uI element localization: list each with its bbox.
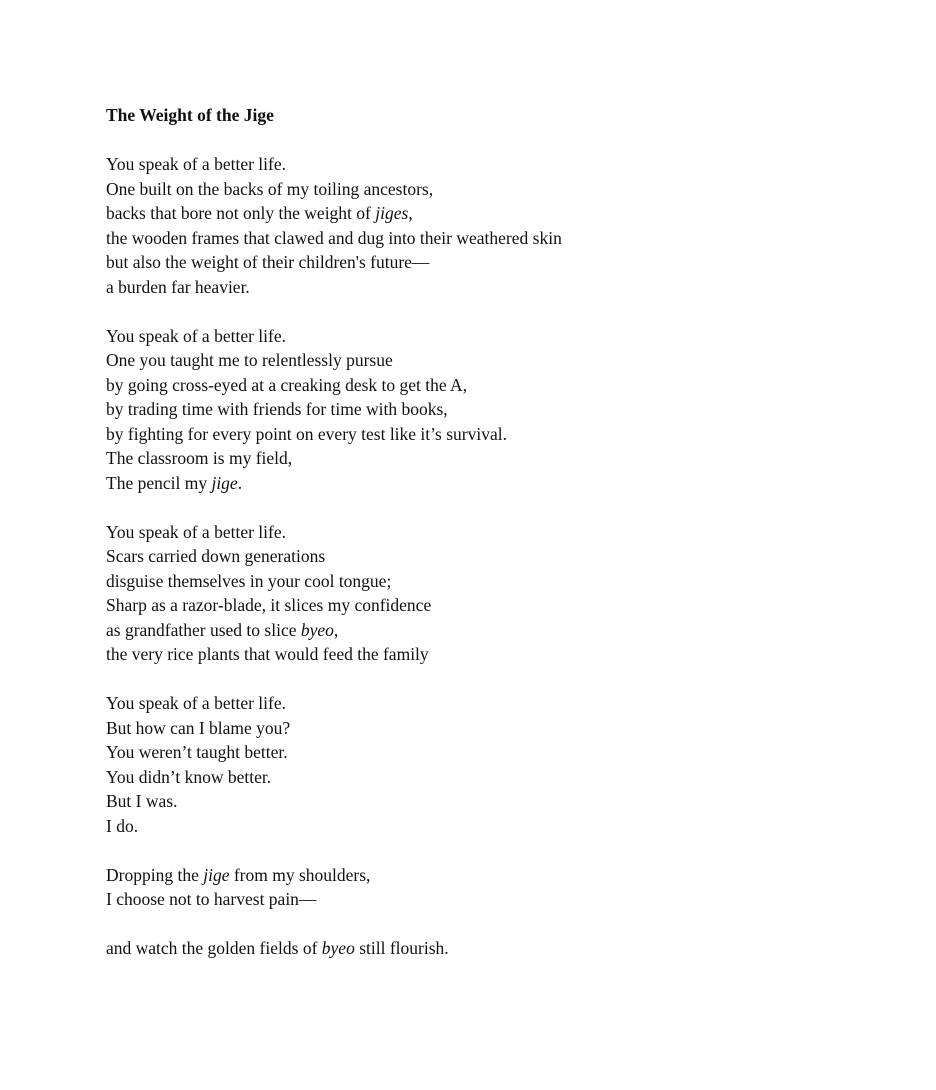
line-text: I choose not to harvest pain—	[106, 889, 317, 909]
poem-document	[106, 103, 886, 985]
line-text: still flourish.	[354, 938, 449, 958]
poem-line	[106, 446, 886, 471]
line-text: as grandfather used to slice	[106, 619, 301, 640]
italic-term: jiges	[375, 203, 409, 223]
line-text: by trading time with friends for time with books,	[106, 399, 448, 419]
line-text: Dropping the	[106, 864, 204, 885]
line-text: One built on the backs of my toiling ancestors,	[106, 178, 434, 199]
poem-line	[106, 520, 886, 545]
line-text: I do.	[106, 815, 139, 836]
line-text: Scars carried down generations	[106, 546, 326, 566]
poem-body	[106, 152, 886, 961]
poem-line	[106, 544, 886, 569]
poem-line	[106, 373, 886, 398]
line-text: You didn’t know better.	[106, 766, 272, 787]
line-text: You speak of a better life.	[106, 521, 286, 542]
line-text: disguise themselves in your cool tongue;	[106, 570, 392, 591]
line-text: by going cross-eyed at a creaking desk to get the A,	[106, 374, 468, 395]
poem-line	[106, 618, 886, 643]
poem-line	[106, 569, 886, 594]
poem-line	[106, 789, 886, 814]
poem-line	[106, 226, 886, 251]
line-text: from my shoulders,	[229, 864, 371, 885]
poem-line	[106, 177, 886, 202]
italic-term: jige	[211, 472, 238, 493]
poem-line	[106, 250, 886, 275]
poem-line	[106, 275, 886, 300]
line-text: But how can I blame you?	[106, 717, 291, 738]
poem-line	[106, 471, 886, 496]
poem-line	[106, 152, 886, 177]
line-text: and watch the golden fields of	[106, 938, 322, 958]
poem-line	[106, 691, 886, 716]
poem-line	[106, 348, 886, 373]
line-text: You speak of a better life.	[106, 693, 286, 713]
line-text: the very rice plants that would feed the family	[106, 644, 429, 664]
poem-line	[106, 814, 886, 839]
italic-term: byeo	[321, 938, 355, 958]
line-text: backs that bore not only the weight of	[106, 203, 376, 223]
poem-line	[106, 936, 886, 961]
poem-line	[106, 201, 886, 226]
poem-line	[106, 887, 886, 912]
line-text: ,	[333, 619, 339, 640]
poem-line	[106, 716, 886, 741]
line-text: But I was.	[106, 791, 178, 811]
line-text: The pencil my	[106, 472, 212, 493]
stanza	[106, 520, 886, 667]
poem-line	[106, 593, 886, 618]
stanza	[106, 691, 886, 838]
line-text: One you taught me to relentlessly pursue	[106, 350, 393, 370]
line-text: but also the weight of their children's future—	[106, 252, 430, 272]
line-text: a burden far heavier.	[106, 276, 250, 297]
poem-line	[106, 422, 886, 447]
italic-term: byeo	[300, 619, 334, 640]
line-text: You speak of a better life.	[106, 325, 286, 346]
stanza	[106, 863, 886, 912]
italic-term: jige	[203, 864, 230, 885]
stanza	[106, 936, 886, 961]
line-text: .	[237, 472, 243, 493]
line-text: The classroom is my field,	[106, 448, 293, 468]
line-text: ,	[408, 203, 413, 223]
poem-line	[106, 324, 886, 349]
stanza	[106, 152, 886, 299]
poem-line	[106, 642, 886, 667]
line-text: You speak of a better life.	[106, 154, 286, 174]
poem-line	[106, 397, 886, 422]
line-text: Sharp as a razor-blade, it slices my confidence	[106, 595, 432, 615]
stanza	[106, 324, 886, 496]
poem-title: The Weight of the Jige	[106, 105, 274, 125]
poem-line	[106, 765, 886, 790]
poem-line	[106, 863, 886, 888]
line-text: by fighting for every point on every test like it’s survival.	[106, 423, 507, 444]
line-text: You weren’t taught better.	[106, 742, 288, 762]
poem-line	[106, 740, 886, 765]
line-text: the wooden frames that clawed and dug into their weathered skin	[106, 227, 562, 248]
